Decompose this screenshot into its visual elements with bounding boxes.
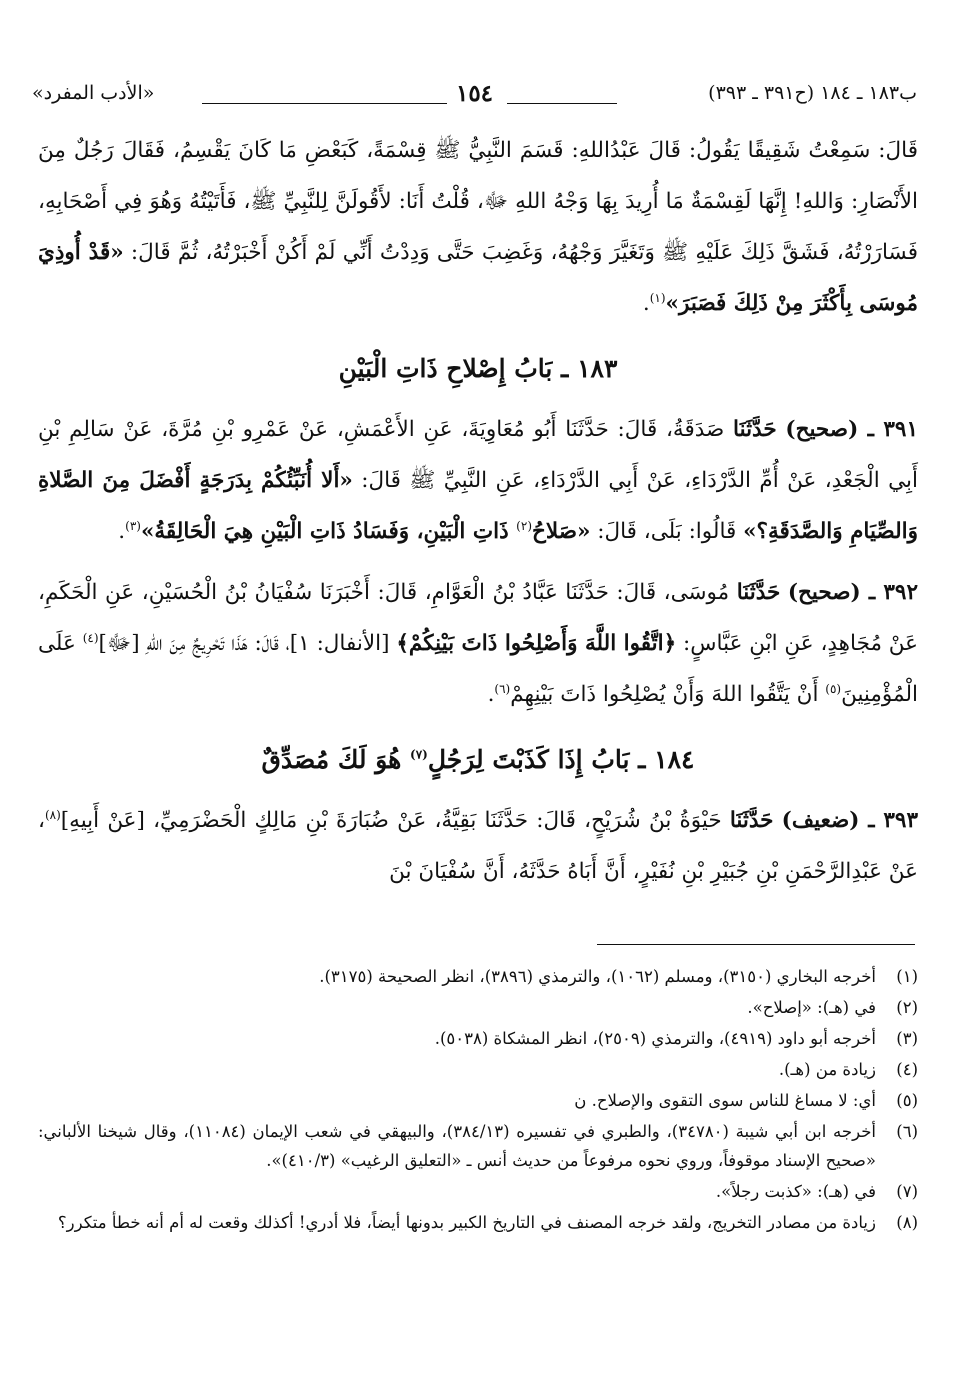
footnote — [38, 1086, 918, 1115]
hadith-number: ٣٩١ ـ (صحيح) — [785, 417, 918, 442]
header-rule-right — [507, 103, 617, 104]
intro-text: قَالَ: سَمِعْتُ شَقِيقًا يَقُولُ: قَالَ عَبْدُاللهِ: قَسَمَ النَّبِيُّ ﷺ قِسْمَةً، كَبَعْضِ مَا كَانَ يَقْسِمُ، فَقَالَ رَجُلٌ مِنَ الأَنْصَارِ: وَاللهِ! إِنَّهَا لَقِسْمَةٌ مَا أُرِيدَ بِهَا وَجْهُ اللهِ ﷻ، قُلْتُ أَنَا: لأَقُولَنَّ لِلنَّبِيِّ ﷺ، فَأَتَيْتُهُ وَهُوَ فِي أَصْحَابِهِ، فَسَارَرْتُهُ، فَشَقَّ ذَلِكَ عَلَيْهِ ﷺ وَتَغَيَّرَ وَجْهُهُ، وَغَضِبَ حَتَّى وَدِدْتُ أَنِّي لَمْ أَكُنْ أَخْبَرْتُهُ، ثُمَّ قَالَ: — [38, 138, 918, 265]
hadith-quote: ذَاتِ الْبَيْنِ، وَفَسَادُ ذَاتِ الْبَيْنِ هِيَ الْحَالِقَةُ» — [140, 519, 517, 544]
page-number: ١٥٤ — [455, 80, 494, 107]
footnotes — [38, 962, 918, 1239]
hadith-number: ٣٩٢ ـ (صحيح) — [787, 580, 918, 605]
footnote-number: (٣) — [896, 1029, 918, 1048]
footnote-text: في (هـ): «كذبت رجلاً». — [715, 1182, 876, 1201]
footnote-ref: (٦) — [494, 681, 511, 696]
footnote — [38, 1177, 918, 1206]
footnote-number: (٢) — [896, 998, 918, 1017]
quran-verse: ﴿اتَّقُوا اللَّهَ وَأَصْلِحُوا ذَاتَ بَيْنِكُمْ﴾ — [396, 631, 677, 656]
hadith-rest: ، عَنْ عَبْدِالرَّحْمَنِ بْنِ جُبَيْرِ بْنِ نُفَيْرٍ، أَنَّ أَبَاهُ حَدَّثَهُ، أَنَّ سُفْيَانَ بْنَ — [38, 808, 918, 884]
footnote-ref: (٧) — [410, 747, 428, 762]
footnote-text: أخرجه أبو داود (٤٩١٩)، والترمذي (٢٥٠٩)، انظر المشكاة (٥٠٣٨). — [434, 1029, 876, 1048]
hadith-quote: «أَلا أُنَبِّئُكُمْ بِدَرَجَةٍ أَفْضَلَ مِنَ الصَّلاةِ وَالصِّيَامِ وَالصَّدَقَةِ؟» — [38, 468, 918, 544]
header-rule-left — [202, 103, 447, 104]
chapter-heading-184 — [38, 734, 918, 785]
isnad-text: صَدَقَةُ، قَالَ: حَدَّثَنَا أَبُو مُعَاوِيَةَ، عَنِ الأَعْمَشِ، عَنْ عَمْرِو بْنِ مُرَّةَ، عَنْ سَالِمِ بْنِ أَبِي الْجَعْدِ، عَنْ أُمِّ الدَّرْدَاءِ، عَنْ أَبِي الدَّرْدَاءِ، عَنِ النَّبِيِّ ﷺ قَالَ: — [38, 417, 918, 493]
haddathana: حَدَّثَنَا — [729, 808, 774, 833]
chapter-184-title-end: هُوَ لَكَ مُصَدِّقٌ — [261, 745, 411, 774]
chapter-184-title: ١٨٤ ـ بَابُ إِذَا كَذَبْتَ لِرَجُلٍ — [427, 745, 695, 774]
footnote-ref: (١) — [649, 290, 666, 305]
intro-paragraph: قَالَ: سَمِعْتُ شَقِيقًا يَقُولُ: قَالَ عَبْدُاللهِ: قَسَمَ النَّبِيُّ ﷺ قِسْمَةً، كَبَعْضِ مَا كَانَ يَقْسِمُ، فَقَالَ رَجُلٌ مِنَ الأَنْصَارِ: وَاللهِ! إِنَّهَا لَقِسْمَةٌ مَا أُرِيدَ بِهَا وَجْهُ اللهِ ﷻ، قُلْتُ أَنَا: لأَقُولَنَّ لِلنَّبِيِّ ﷺ، فَأَتَيْتُهُ وَهُوَ فِي أَصْحَابِهِ، فَسَارَرْتُهُ، فَشَقَّ ذَلِكَ عَلَيْهِ ﷺ وَتَغَيَّرَ وَجْهُهُ، وَغَضِبَ حَتَّى وَدِدْتُ أَنِّي لَمْ أَكُنْ أَخْبَرْتُهُ، ثُمَّ قَالَ: «قَدْ أُوذِيَ مُوسَى بِأَكْثَرَ مِنْ ذَلِكَ فَصَبَرَ»$^{(١)}$. — [38, 138, 918, 316]
hadith-number: ٣٩٣ ـ (ضعيف) — [781, 808, 918, 833]
chapter-reference: ب۱۸۳ ـ ۱۸٤ (ح۳۹۱ ـ ۳۹۳) — [708, 82, 917, 104]
isnad-text: حَيْوَةُ بْنُ شُرَيْحٍ، قَالَ: حَدَّثَنَا بَقِيَّةُ، عَنْ ضُبَارَةَ بْنِ مَالِكٍ الْحَضْرَمِيِّ، [عَنْ أَبِيهِ] — [60, 808, 730, 833]
chapter-heading-183: ١٨٣ ـ بَابُ إِصْلاحِ ذَاتِ الْبَيْنِ — [338, 354, 618, 383]
footnote-ref: (٤) — [82, 630, 99, 645]
footnote-number: (٦) — [896, 1122, 918, 1141]
footnote-ref: (٨) — [44, 807, 61, 822]
isnad-text: مُوسَى، قَالَ: حَدَّثَنَا عَبَّادُ بْنُ الْعَوَّامِ، قَالَ: أَخْبَرَنَا سُفْيَانُ بْنُ الْحُسَيْنِ، عَنِ الْحَكَمِ، عَنْ مُجَاهِدٍ، عَنِ ابْنِ عَبَّاسٍ: — [38, 580, 919, 656]
footnote-number: (٨) — [896, 1213, 918, 1232]
hadith-392 — [38, 567, 918, 720]
haddathana: حَدَّثَنَا — [736, 580, 781, 605]
footnote — [38, 962, 918, 991]
footnote-ref: (٣) — [125, 518, 141, 533]
footnote-number: (١) — [896, 967, 918, 986]
hadith-rest: أَنْ يَتَّقُوا اللهَ وَأَنْ يُصْلِحُوا ذَاتَ بَيْنِهِمْ — [510, 682, 826, 707]
footnote-text: أي: لا مساغ للناس سوى التقوى والإصلاح. ن — [574, 1091, 876, 1110]
footnote-text: زيادة من (هـ). — [778, 1060, 876, 1079]
hadith-quote: «صَلاحُ — [532, 519, 591, 544]
footnote-ref: (٥) — [825, 681, 842, 696]
main-text — [38, 125, 918, 897]
footnote — [38, 1208, 918, 1237]
footnote-number: (٧) — [896, 1182, 918, 1201]
footnote — [38, 1024, 918, 1053]
page-header — [32, 78, 917, 118]
hadith-391 — [38, 404, 918, 557]
footnote — [38, 1055, 918, 1084]
footnote-text: أخرجه البخاري (٣١٥٠)، ومسلم (١٠٦٢)، والترمذي (٣٨٩٦)، انظر الصحيحة (٣١٧٥). — [319, 967, 876, 986]
hadith-end: . — [487, 682, 495, 707]
footnote — [38, 993, 918, 1022]
book-title: «الأدب المفرد» — [32, 82, 155, 104]
hadith-end: . — [118, 519, 126, 544]
haddathana: حَدَّثَنَا — [733, 417, 777, 442]
verse-reference: [الأنفال: ١]، قَالَ: هَذَا تَحْرِيجٌ مِنَ اللهِ [ﷻ] — [98, 631, 397, 656]
hadith-mid: قَالُوا: بَلَى، قَالَ: — [590, 519, 744, 544]
footnote-number: (٥) — [896, 1091, 918, 1110]
hadith-393 — [38, 795, 918, 897]
footnote-text: زيادة من مصادر التخريج، ولقد خرجه المصنف في التاريخ الكبير بدونها أيضاً، فلا أدري! أكذلك وقعت له أم أنه خطأ متكرر؟ — [57, 1213, 876, 1232]
footnote-text: أخرجه ابن أبي شيبة (٣٤٧٨٠)، والطبري في تفسيره (٣٨٤/١٣)، والبيهقي في شعب الإيمان (١١٠٨٤)، وقال شيخنا الألباني: «صحيح الإسناد موقوفاً، وروي نحوه مرفوعاً من حديث أنس ـ «التعليق الرغيب» (٤١٠/٣)». — [38, 1122, 876, 1170]
footnote — [38, 1117, 918, 1175]
intro-quote: «قَدْ أُوذِيَ مُوسَى بِأَكْثَرَ مِنْ ذَلِكَ فَصَبَرَ» — [38, 240, 918, 316]
footnote-text: في (هـ): «إصلاح». — [747, 998, 876, 1017]
footnote-separator — [597, 944, 915, 945]
hadith-mid: عَلَى الْمُؤْمِنِينَ — [38, 631, 918, 707]
footnote-ref: (٢) — [516, 518, 532, 533]
footnote-number: (٤) — [896, 1060, 918, 1079]
